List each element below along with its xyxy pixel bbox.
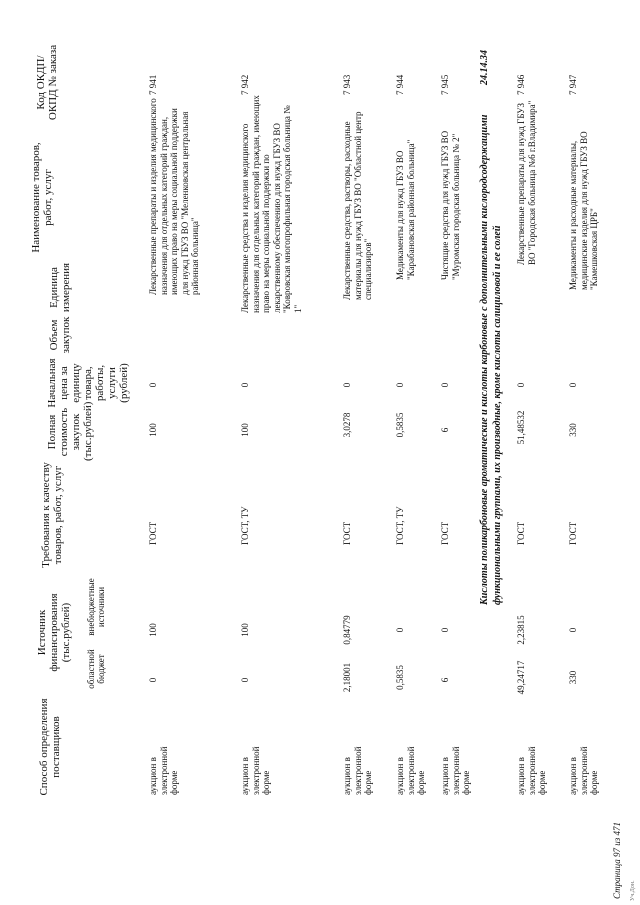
row-number: 7 946 — [516, 74, 526, 95]
header-name: Наименование товаров, работ, услуг — [30, 142, 54, 253]
row-method: аукцион в электронной форме — [148, 746, 179, 795]
row-name: Лекарственные средства, растворы, расходные материалы для нужд ГБУЗ ВО "Областной центр специализиров" — [342, 111, 373, 300]
row-name: Лекарственные препараты и изделия медицинского назначения для отдельных категорий граждан, имеющих право на меры социальной поддержки для нужд ГБУЗ ВО "Меленковская центральная районная больница" — [148, 98, 200, 295]
header-unit: Единица измерения — [48, 262, 72, 313]
row-funding-regional: 0 — [568, 627, 578, 633]
row-method: аукцион в электронной форме — [240, 746, 271, 795]
row-funding-regional: 2,23815 — [516, 615, 526, 645]
row-total-cost: 3,0278 — [342, 412, 352, 438]
row-funding-regional: 0,84779 — [342, 615, 352, 645]
row-name: Лекарственные средства и изделия медицинского назначения для отдельных категорий граждан, имеющих право на меры социальной поддержки по лекарственному обеспечению для нужд ГБУЗ ВО "Ковровская многопрофильная городская больница № 1" — [240, 95, 303, 313]
row-requirements: ГОСТ — [148, 521, 158, 545]
row-funding-extra: 0 — [148, 677, 158, 683]
row-requirements: ГОСТ — [440, 521, 450, 545]
header-total-cost: Полная стоимость закупок (тыс.рублей) — [46, 401, 94, 461]
row-number: 7 945 — [440, 74, 450, 95]
row-funding-extra: 49,24717 — [516, 660, 526, 695]
row-name: Медикаменты для нужд ГБУЗ ВО "Карабановская районная больница" — [395, 139, 416, 280]
row-funding-regional: 100 — [148, 623, 158, 637]
row-method: аукцион в электронной форме — [395, 746, 426, 795]
row-requirements: ГОСТ — [516, 521, 526, 545]
row-method: аукцион в электронной форме — [342, 746, 373, 795]
row-requirements: ГОСТ — [342, 521, 352, 545]
row-funding-regional: 0 — [395, 627, 405, 633]
row-start-price: 0 — [342, 382, 352, 388]
row-start-price: 0 — [516, 382, 526, 388]
row-method: аукцион в электронной форме — [568, 746, 599, 795]
row-funding-extra: 2,18001 — [342, 662, 352, 693]
page-footer: Страница 97 из 471 — [612, 822, 622, 899]
row-total-cost: 51,48532 — [516, 410, 526, 445]
row-total-cost: 0,5835 — [395, 412, 405, 438]
header-method: Способ определения поставщиков — [38, 698, 62, 796]
row-start-price: 0 — [148, 382, 158, 388]
header-funding-regional: областной бюджет — [86, 649, 106, 689]
row-name: Медикаменты и расходные материалы, медицинские изделия для нужд ГБУЗ ВО "Камешковская ЦРБ" — [568, 131, 599, 290]
row-funding-extra: 0,5835 — [395, 665, 405, 690]
header-requirements: Требования к качеству товаров, работ, услуг — [40, 462, 64, 568]
header-code: Код ОКДП/ ОКПД № заказа — [35, 44, 59, 121]
corner-mark: Уч.Дон. — [630, 880, 636, 901]
row-number: 7 941 — [148, 74, 158, 95]
section-code: 24.14.34 — [479, 50, 490, 85]
row-number: 7 944 — [395, 74, 405, 95]
row-number: 7 942 — [240, 74, 250, 95]
section-title: Кислоты поликарбоновые ароматические и кислоты карбоновые с дополнительными кислородсодержащими функциональными группами, их производные, кроме кислоты салициловой и ее солей — [479, 114, 503, 605]
row-method: аукцион в электронной форме — [516, 746, 547, 795]
row-start-price: 0 — [568, 382, 578, 388]
row-funding-extra: 6 — [440, 677, 450, 683]
row-total-cost: 100 — [240, 423, 250, 437]
row-start-price: 0 — [240, 382, 250, 388]
header-volume: Объем закупок — [48, 316, 72, 354]
row-start-price: 0 — [395, 382, 405, 388]
row-requirements: ГОСТ, ТУ — [395, 506, 405, 545]
row-method: аукцион в электронной форме — [440, 746, 471, 795]
row-funding-extra: 330 — [568, 670, 578, 685]
row-name: Чистящие средства для нужд ГБУЗ ВО "Муромская городская больница № 2" — [440, 130, 461, 280]
row-name: Лекарственные препараты для нужд ГБУЗ ВО "Городская больница №6 г.Владимира" — [516, 100, 537, 265]
header-funding: Источник финансирования (тыс.рублей) — [36, 593, 72, 672]
row-total-cost: 100 — [148, 423, 158, 437]
row-funding-regional: 0 — [440, 627, 450, 633]
row-total-cost: 330 — [568, 423, 578, 437]
row-start-price: 0 — [440, 382, 450, 388]
row-requirements: ГОСТ — [568, 521, 578, 545]
row-funding-regional: 100 — [240, 623, 250, 637]
row-number: 7 947 — [568, 74, 578, 95]
header-funding-extra: внебюджетные источники — [86, 578, 106, 636]
row-funding-extra: 0 — [240, 677, 250, 683]
row-number: 7 943 — [342, 74, 352, 95]
row-total-cost: 6 — [440, 427, 450, 433]
header-start-price: Начальная цена за единицу товара, работы, услуги (рублей) — [46, 358, 130, 408]
row-requirements: ГОСТ, ТУ — [240, 506, 250, 545]
